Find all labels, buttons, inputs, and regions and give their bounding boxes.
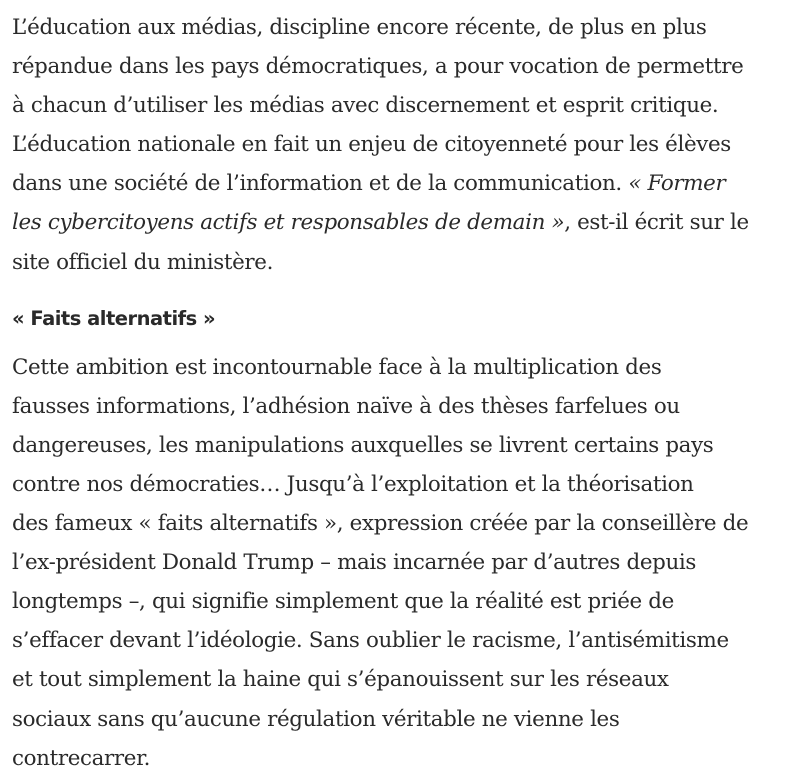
text-segment: dans une société de l’information et de la communication. (12, 171, 629, 197)
text-line: dangereuses, les manipulations auxquelles se livrent certains pays (12, 432, 714, 458)
quote-segment: les cybercitoyens actifs et responsables de demain » (12, 210, 565, 236)
text-line: et tout simplement la haine qui s’épanouissent sur les réseaux (12, 667, 669, 693)
text-line: à chacun d’utiliser les médias avec discernement et esprit critique. (12, 93, 719, 119)
text-line: L’éducation aux médias, discipline encore récente, de plus en plus (12, 15, 707, 40)
quote-segment: « Former (628, 171, 726, 197)
text-line: site officiel du ministère. (12, 249, 274, 275)
section-subheading: « Faits alternatifs » (12, 306, 216, 330)
text-line (12, 203, 790, 242)
text-line: sociaux sans qu’aucune régulation véritable ne vienne les (12, 706, 620, 732)
article-body (12, 8, 790, 778)
text-line: s’effacer devant l’idéologie. Sans oublier le racisme, l’antisémitisme (12, 628, 729, 654)
text-line (12, 164, 790, 203)
text-line: l’ex-président Donald Trump – mais incarnée par d’autres depuis (12, 550, 697, 576)
paragraph-body (12, 348, 790, 778)
text-line: L’éducation nationale en fait un enjeu de citoyenneté pour les élèves (12, 132, 731, 158)
text-segment: , est-il écrit sur le (564, 210, 749, 236)
text-line: contre nos démocraties… Jusqu’à l’exploitation et la théorisation (12, 471, 694, 497)
text-line: répandue dans les pays démocratiques, a pour vocation de permettre (12, 54, 744, 80)
text-line: fausses informations, l’adhésion naïve à des thèses farfelues ou (12, 393, 680, 419)
text-line: contrecarrer. (12, 745, 151, 771)
text-line: Cette ambition est incontournable face à la multiplication des (12, 354, 662, 380)
text-line: des fameux « faits alternatifs », expression créée par la conseillère de (12, 511, 749, 537)
paragraph-intro (12, 8, 790, 282)
text-line: longtemps –, qui signifie simplement que la réalité est priée de (12, 589, 674, 615)
